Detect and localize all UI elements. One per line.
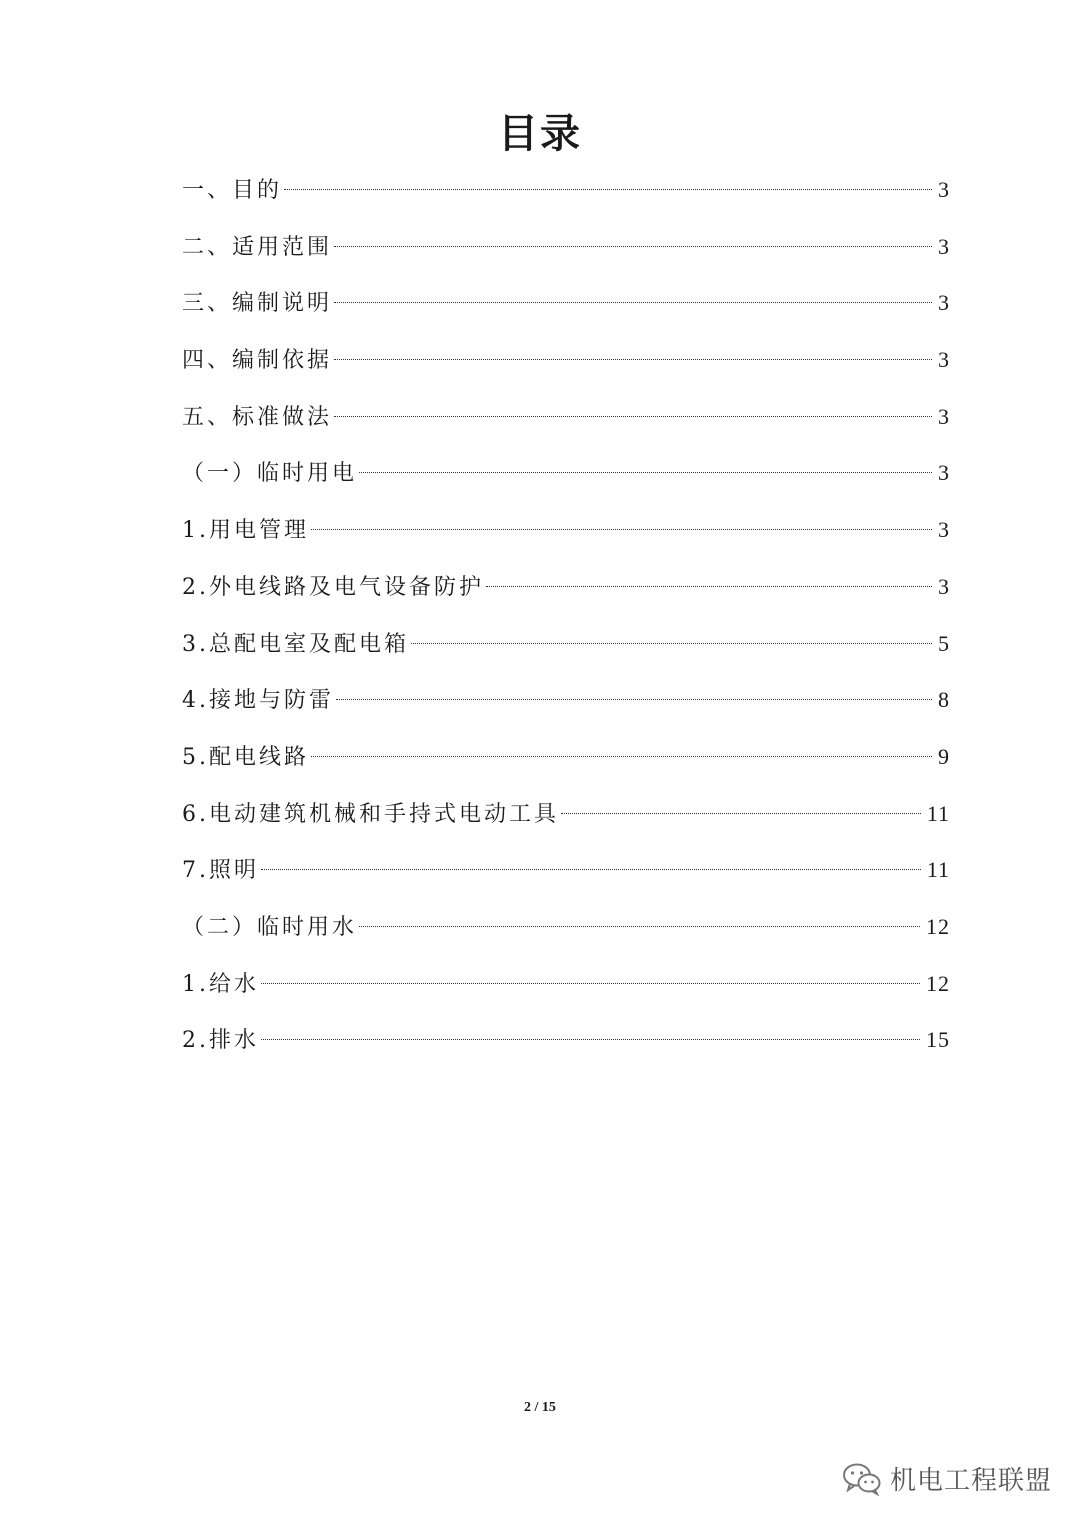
toc-entry[interactable] [182,729,950,786]
toc-entry[interactable] [182,616,950,673]
toc-entry[interactable] [182,389,950,446]
toc-entry[interactable] [182,275,950,332]
toc-entry-page: 9 [938,743,950,769]
toc-entry-label: 3.总配电室及配电箱 [182,631,409,657]
toc-entry-page: 3 [938,403,950,429]
toc-entry-page: 11 [926,800,950,826]
toc-leader-dots [311,529,932,530]
toc-entry-page: 3 [938,233,950,259]
toc-leader-dots [336,699,932,700]
toc-entry[interactable] [182,956,950,1013]
toc-entry-label: 1.用电管理 [182,518,309,544]
toc-entry-label: 五、标准做法 [182,404,333,430]
toc-leader-dots [261,983,920,984]
toc-entry-page: 3 [938,573,950,599]
toc-entry[interactable] [182,502,950,559]
toc-entry[interactable] [182,445,950,502]
toc-leader-dots [311,756,932,757]
toc-leader-dots [486,586,932,587]
toc-leader-dots [261,869,921,870]
toc-entry-label: 4.接地与防雷 [182,688,334,714]
table-of-contents [182,162,950,1069]
toc-leader-dots [334,416,932,417]
watermark-text: 机电工程联盟 [890,1466,1053,1496]
toc-entry-label: 1.给水 [182,971,259,997]
toc-entry[interactable] [182,162,950,219]
toc-entry-label: 2.外电线路及电气设备防护 [182,574,484,600]
toc-entry-page: 11 [926,857,950,883]
toc-entry[interactable] [182,219,950,276]
toc-leader-dots [561,813,921,814]
toc-entry[interactable] [182,899,950,956]
toc-entry[interactable] [182,332,950,389]
toc-entry-label: 二、适用范围 [182,234,333,260]
toc-leader-dots [334,246,932,247]
toc-entry-page: 3 [938,347,950,373]
toc-entry-page: 12 [926,970,950,996]
toc-leader-dots [334,302,932,303]
toc-entry[interactable] [182,786,950,843]
toc-leader-dots [359,926,920,927]
toc-entry-page: 5 [938,630,950,656]
toc-leader-dots [334,359,932,360]
toc-entry-page: 3 [938,460,950,486]
toc-leader-dots [359,472,932,473]
toc-entry-label: 5.配电线路 [182,744,309,770]
toc-entry-label: （二）临时用水 [182,914,358,940]
toc-entry[interactable] [182,842,950,899]
wechat-icon [842,1462,882,1496]
toc-entry[interactable] [182,559,950,616]
toc-leader-dots [284,189,932,190]
toc-entry-label: 四、编制依据 [182,348,333,374]
toc-entry-label: 6.电动建筑机械和手持式电动工具 [182,801,559,827]
toc-entry-page: 3 [938,517,950,543]
toc-entry[interactable] [182,1012,950,1069]
toc-entry-label: 一、目的 [182,178,283,203]
page-title: 目录 [498,111,582,157]
toc-entry-label: 7.照明 [182,858,259,884]
toc-entry-page: 12 [926,913,950,939]
toc-entry-label: （一）临时用电 [182,461,358,487]
toc-leader-dots [411,643,932,644]
toc-entry[interactable] [182,672,950,729]
toc-leader-dots [261,1039,920,1040]
toc-entry-page: 15 [926,1027,950,1053]
toc-entry-label: 2.排水 [182,1028,259,1054]
watermark [842,1460,1052,1497]
toc-entry-page: 8 [938,687,950,713]
page-number: 2 / 15 [524,1400,556,1415]
toc-entry-label: 三、编制说明 [182,291,333,317]
toc-entry-page: 3 [938,290,950,316]
toc-entry-page: 3 [938,177,950,202]
